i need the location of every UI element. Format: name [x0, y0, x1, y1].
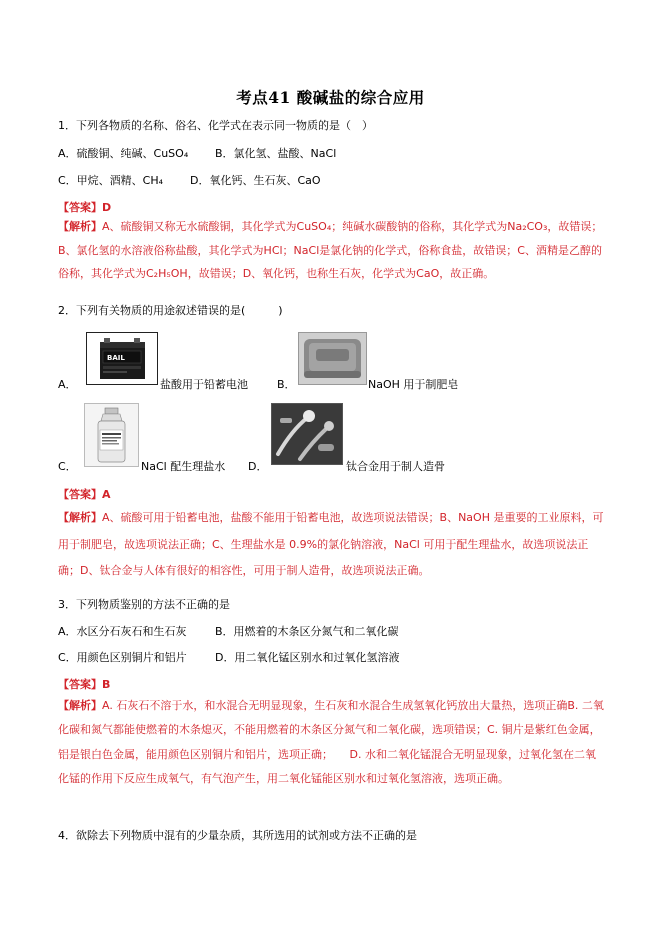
q3-option-d: D．用二氧化锰区别水和过氧化氢溶液	[215, 651, 400, 664]
q3-option-b: B．用燃着的木条区分氮气和二氧化碳	[215, 625, 399, 638]
q1-option-b: B．氯化氢、盐酸、NaCl	[215, 147, 337, 160]
q2-battery-image	[86, 332, 158, 385]
battery-brand-text: BAIL	[107, 354, 125, 362]
q1-explain-label: 【解析】	[58, 220, 102, 233]
q2-answer	[58, 486, 111, 502]
q1-explain-text: A、硫酸铜又称无水硫酸铜，其化学式为CuSO₄；纯碱水碳酸钠的俗称，其化学式为Na₂CO₃，故错误；B、氯化氢的水溶液俗称盐酸，其化学式为HCl；NaCl是氯化钠的化学式，俗称食盐，故错误；C、酒精是乙醇的俗称，其化学式为C₂H₅OH，故错误；D、氧化钙，也称生石灰，化学式为CaO，故正确。	[58, 220, 603, 280]
q2-stem: 2．下列有关物质的用途叙述错误的是( )	[58, 304, 283, 317]
q1-answer-value: D	[102, 201, 112, 214]
q3-explain-label: 【解析】	[58, 699, 102, 712]
page-title: 考点41 酸碱盐的综合应用	[236, 88, 425, 107]
q2-answer-value: A	[102, 488, 111, 501]
q3-stem: 3．下列物质鉴别的方法不正确的是	[58, 598, 230, 611]
q2-titanium-bone-image	[271, 403, 343, 465]
q2-option-c-text: NaCl 配生理盐水	[141, 460, 226, 473]
q3-answer-label: 【答案】	[58, 678, 102, 691]
soap-icon	[299, 333, 366, 384]
q1-option-d: D．氧化钙、生石灰、CaO	[190, 174, 321, 187]
q2-option-b-text: NaOH 用于制肥皂	[368, 378, 459, 391]
q3-answer-value: B	[102, 678, 111, 691]
q1-explanation	[58, 215, 606, 286]
q2-explanation	[58, 505, 606, 585]
q2-option-c-label: C．	[58, 460, 77, 473]
titanium-bone-implant-icon	[272, 404, 342, 464]
q1-stem: 1．下列各物质的名称、俗名、化学式在表示同一物质的是（ ）	[58, 119, 373, 132]
q2-soap-image	[298, 332, 367, 385]
q2-option-b-label: B．	[277, 378, 296, 391]
q2-option-a-text: 盐酸用于铅蓄电池	[160, 378, 248, 391]
q3-explain-text: A. 石灰石不溶于水，和水混合无明显现象，生石灰和水混合生成氢氧化钙放出大量热，选项正确B. 二氧化碳和氮气都能使燃着的木条熄灭，不能用燃着的木条区分氮气和二氧化碳，选项错误；C. 铜片是紫红色金属，铝是银白色金属，能用颜色区别铜片和铝片，选项正确； D. 水和二氧化锰混合无明显现象，过氧化氢在二氧化锰的作用下反应生成氧气，有气泡产生，用二氧化锰能区别水和过氧化氢溶液，选项正确。	[58, 699, 604, 785]
q2-explain-label: 【解析】	[58, 511, 102, 524]
q2-saline-bottle-image	[84, 403, 139, 467]
q1-answer	[58, 199, 111, 215]
q1-option-a: A．硫酸铜、纯碱、CuSO₄	[58, 147, 189, 160]
q2-explain-text: A、硫酸可用于铅蓄电池，盐酸不能用于铅蓄电池，故选项说法错误；B、NaOH 是重要的工业原料，可用于制肥皂，故选项说法正确；C、生理盐水是 0.9%的氯化钠溶液，NaCl 可用于配生理盐水，故选项说法正确；D、钛合金与人体有很好的相容性，可用于制人造骨，故选项说法正确。	[58, 511, 604, 577]
q2-answer-label: 【答案】	[58, 488, 102, 501]
saline-bottle-icon	[85, 404, 138, 466]
q1-option-c: C．甲烷、酒精、CH₄	[58, 174, 164, 187]
q2-option-a-label: A．	[58, 378, 77, 391]
q3-explanation	[58, 694, 606, 791]
q4-stem: 4．欲除去下列物质中混有的少量杂质，其所选用的试剂或方法不正确的是	[58, 829, 417, 842]
q2-option-d-text: 钛合金用于制人造骨	[346, 460, 445, 473]
q3-option-c: C．用颜色区别铜片和铝片	[58, 651, 187, 664]
battery-icon	[87, 333, 157, 384]
q1-answer-label: 【答案】	[58, 201, 102, 214]
q2-option-d-label: D．	[248, 460, 268, 473]
q3-option-a: A．水区分石灰石和生石灰	[58, 625, 187, 638]
q3-answer	[58, 676, 110, 692]
